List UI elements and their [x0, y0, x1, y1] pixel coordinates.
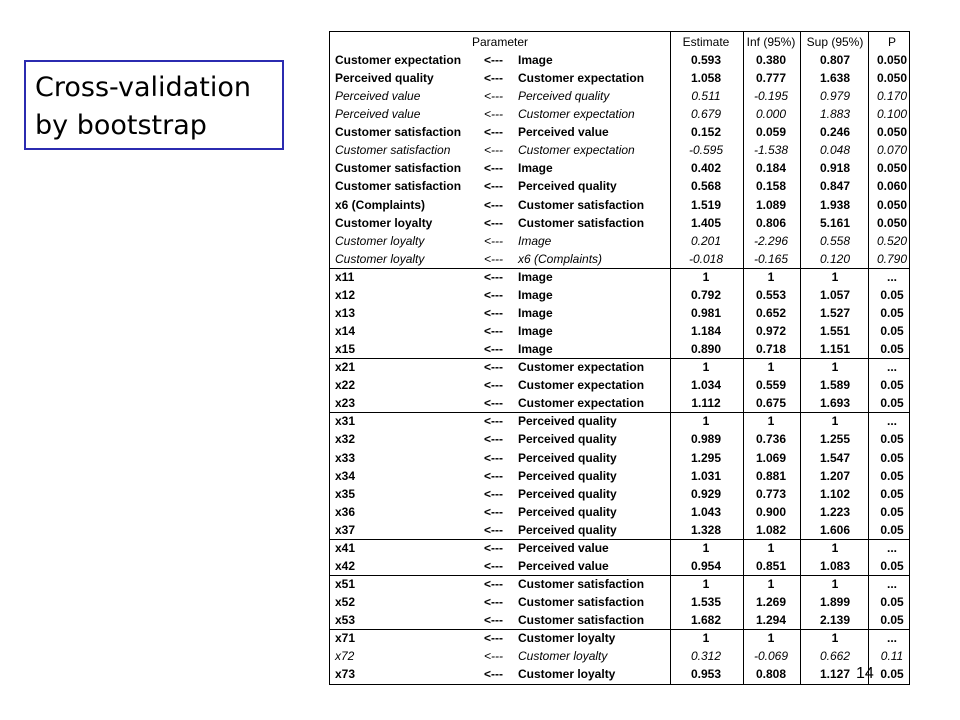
- row-p-cell: ...: [886, 577, 897, 592]
- row-inf-cell: 1: [767, 269, 775, 284]
- row-arrow-cell: <---: [484, 649, 503, 664]
- row-from-cell: Perceived value: [335, 107, 421, 122]
- row-estimate-cell: 0.568: [690, 179, 722, 194]
- row-inf-cell: 1: [767, 540, 775, 555]
- row-inf-cell: 1.069: [755, 450, 787, 465]
- row-arrow-cell: <---: [484, 179, 503, 194]
- row-estimate-cell: 0.890: [690, 342, 722, 357]
- row-p-cell: ...: [886, 631, 897, 646]
- row-to-cell: Image: [518, 287, 553, 302]
- row-estimate-cell: 0.201: [690, 233, 722, 248]
- row-sup-cell: 1: [831, 631, 839, 646]
- row-sup-cell: 0.807: [819, 53, 851, 67]
- table-row: [330, 214, 909, 232]
- row-estimate-cell: 1.184: [690, 324, 722, 339]
- row-estimate-cell: 1: [702, 540, 710, 555]
- row-p-cell: ...: [886, 414, 897, 429]
- row-sup-cell: 1.551: [819, 324, 851, 339]
- row-sup-cell: 1.606: [819, 522, 851, 537]
- row-arrow-cell: <---: [484, 396, 503, 411]
- row-arrow-cell: <---: [484, 486, 503, 501]
- row-p-cell: 0.05: [880, 522, 904, 537]
- row-sup-cell: 1.527: [819, 305, 851, 320]
- row-to-cell: Customer expectation: [518, 143, 635, 158]
- row-to-cell: Perceived quality: [518, 414, 617, 429]
- table-row: [330, 557, 909, 575]
- row-from-cell: Customer satisfaction: [335, 125, 462, 140]
- row-arrow-cell: <---: [484, 342, 503, 357]
- row-estimate-cell: 1.519: [690, 197, 722, 212]
- row-estimate-cell: 1: [702, 360, 710, 375]
- row-sup-cell: 1.589: [819, 378, 851, 393]
- row-sup-cell: 0.120: [819, 251, 851, 266]
- group-divider: [330, 539, 909, 540]
- row-estimate-cell: 0.312: [690, 649, 722, 664]
- row-p-cell: 0.05: [880, 450, 904, 465]
- row-from-cell: x34: [335, 468, 356, 483]
- row-from-cell: x73: [335, 667, 356, 682]
- row-sup-cell: 1.693: [819, 396, 851, 411]
- row-inf-cell: 0.773: [755, 486, 787, 501]
- header-sup: Sup (95%): [806, 35, 864, 49]
- row-inf-cell: -2.296: [753, 233, 789, 248]
- row-from-cell: x23: [335, 396, 356, 411]
- row-from-cell: x6 (Complaints): [335, 197, 426, 212]
- row-arrow-cell: <---: [484, 522, 503, 537]
- row-to-cell: Image: [518, 305, 553, 320]
- row-to-cell: Customer satisfaction: [518, 577, 645, 592]
- row-from-cell: x22: [335, 378, 356, 393]
- row-from-cell: Perceived value: [335, 89, 421, 104]
- row-sup-cell: 1.151: [819, 342, 851, 357]
- row-from-cell: x33: [335, 450, 356, 465]
- table-header-row: [330, 32, 909, 50]
- row-to-cell: Perceived quality: [518, 486, 617, 501]
- row-arrow-cell: <---: [484, 468, 503, 483]
- table-row: [330, 304, 909, 322]
- row-from-cell: x13: [335, 305, 356, 320]
- row-inf-cell: 1: [767, 414, 775, 429]
- row-arrow-cell: <---: [484, 324, 503, 339]
- row-estimate-cell: 0.981: [690, 305, 722, 320]
- row-inf-cell: -1.538: [753, 143, 789, 158]
- row-to-cell: Customer loyalty: [518, 649, 608, 664]
- row-arrow-cell: <---: [484, 378, 503, 393]
- row-p-cell: 0.050: [876, 197, 908, 212]
- row-estimate-cell: 0.679: [690, 107, 722, 122]
- row-p-cell: 0.05: [880, 324, 904, 339]
- row-from-cell: x41: [335, 540, 356, 555]
- row-arrow-cell: <---: [484, 287, 503, 302]
- row-p-cell: 0.050: [876, 215, 908, 230]
- row-estimate-cell: 0.511: [691, 89, 721, 104]
- row-estimate-cell: 1.405: [690, 215, 722, 230]
- row-estimate-cell: 1.328: [690, 522, 722, 537]
- row-from-cell: Customer satisfaction: [335, 143, 451, 158]
- row-p-cell: 0.050: [876, 71, 908, 86]
- row-to-cell: Perceived quality: [518, 468, 617, 483]
- row-to-cell: Perceived quality: [518, 522, 617, 537]
- row-p-cell: 0.05: [880, 558, 904, 573]
- row-estimate-cell: -0.595: [688, 143, 724, 158]
- row-from-cell: x42: [335, 558, 356, 573]
- row-estimate-cell: 0.593: [690, 53, 722, 67]
- row-inf-cell: 0.972: [755, 324, 787, 339]
- row-to-cell: Image: [518, 161, 553, 176]
- row-inf-cell: 0.900: [755, 504, 787, 519]
- row-from-cell: x36: [335, 504, 356, 519]
- row-to-cell: Customer expectation: [518, 107, 635, 122]
- row-estimate-cell: 1.295: [690, 450, 722, 465]
- row-p-cell: ...: [886, 540, 897, 555]
- table-row: [330, 340, 909, 358]
- row-sup-cell: 1.638: [819, 71, 851, 86]
- row-inf-cell: 0.184: [755, 161, 787, 176]
- row-p-cell: 0.05: [880, 486, 904, 501]
- group-divider: [330, 268, 909, 269]
- group-divider: [330, 358, 909, 359]
- table-row: [330, 611, 909, 629]
- row-sup-cell: 1: [831, 269, 839, 284]
- row-estimate-cell: 1.112: [691, 396, 721, 411]
- table-row: [330, 69, 909, 87]
- row-inf-cell: 0.851: [755, 558, 787, 573]
- table-row: [330, 196, 909, 214]
- row-from-cell: Customer satisfaction: [335, 179, 462, 194]
- row-to-cell: Perceived quality: [518, 179, 617, 194]
- row-arrow-cell: <---: [484, 305, 503, 320]
- row-to-cell: Perceived quality: [518, 450, 617, 465]
- row-inf-cell: 1: [767, 631, 775, 646]
- row-arrow-cell: <---: [484, 251, 503, 266]
- group-divider: [330, 629, 909, 630]
- row-estimate-cell: 0.989: [690, 432, 722, 447]
- row-p-cell: 0.050: [876, 161, 908, 176]
- header-parameter: Parameter: [471, 35, 529, 49]
- row-inf-cell: -0.195: [753, 89, 789, 104]
- header-estimate: Estimate: [682, 35, 730, 49]
- row-estimate-cell: 1.535: [690, 595, 722, 610]
- table-row: [330, 539, 909, 557]
- header-inf: Inf (95%): [746, 35, 796, 49]
- row-p-cell: ...: [886, 269, 897, 284]
- row-to-cell: Perceived value: [518, 540, 609, 555]
- row-to-cell: Customer satisfaction: [518, 613, 645, 628]
- row-p-cell: 0.070: [876, 143, 908, 158]
- bootstrap-results-table: [329, 31, 910, 685]
- row-arrow-cell: <---: [484, 540, 503, 555]
- row-inf-cell: 1.082: [755, 522, 787, 537]
- row-inf-cell: 0.777: [755, 71, 787, 86]
- slide-title-line-2: by bootstrap: [35, 110, 207, 141]
- table-row: [330, 647, 909, 665]
- row-arrow-cell: <---: [484, 577, 503, 592]
- table-row: [330, 51, 909, 69]
- row-p-cell: 0.05: [880, 613, 904, 628]
- row-estimate-cell: 0.792: [690, 287, 722, 302]
- row-arrow-cell: <---: [484, 631, 503, 646]
- row-p-cell: 0.05: [880, 378, 904, 393]
- row-sup-cell: 2.139: [819, 613, 851, 628]
- row-inf-cell: 1.269: [755, 595, 787, 610]
- row-inf-cell: 1: [767, 360, 775, 375]
- row-from-cell: x71: [335, 631, 356, 646]
- row-to-cell: Customer satisfaction: [518, 595, 645, 610]
- row-estimate-cell: 1.043: [690, 504, 722, 519]
- row-inf-cell: -0.165: [753, 251, 789, 266]
- row-to-cell: Perceived quality: [518, 89, 610, 104]
- row-p-cell: 0.05: [880, 504, 904, 519]
- row-from-cell: Customer loyalty: [335, 233, 425, 248]
- row-arrow-cell: <---: [484, 161, 503, 176]
- row-from-cell: x72: [335, 649, 355, 664]
- row-p-cell: 0.11: [880, 649, 904, 664]
- row-sup-cell: 1: [831, 360, 839, 375]
- row-inf-cell: 0.736: [755, 432, 787, 447]
- row-sup-cell: 0.847: [819, 179, 851, 194]
- row-to-cell: Perceived quality: [518, 504, 617, 519]
- row-arrow-cell: <---: [484, 595, 503, 610]
- row-from-cell: x51: [335, 577, 356, 592]
- row-to-cell: Image: [518, 233, 552, 248]
- row-p-cell: 0.05: [880, 468, 904, 483]
- row-sup-cell: 0.048: [819, 143, 851, 158]
- row-inf-cell: -0.069: [753, 649, 789, 664]
- row-arrow-cell: <---: [484, 414, 503, 429]
- row-arrow-cell: <---: [484, 197, 503, 212]
- row-sup-cell: 1: [831, 577, 839, 592]
- row-p-cell: 0.790: [876, 251, 908, 266]
- row-inf-cell: 0.380: [755, 53, 787, 67]
- row-to-cell: Image: [518, 269, 553, 284]
- row-p-cell: 0.520: [876, 233, 908, 248]
- row-p-cell: 0.05: [880, 396, 904, 411]
- row-arrow-cell: <---: [484, 360, 503, 375]
- row-sup-cell: 1.127: [819, 667, 851, 682]
- row-inf-cell: 0.718: [755, 342, 787, 357]
- row-from-cell: Customer satisfaction: [335, 161, 462, 176]
- table-row: [330, 105, 909, 123]
- row-inf-cell: 0.158: [755, 179, 787, 194]
- row-estimate-cell: 1.034: [690, 378, 722, 393]
- row-inf-cell: 0.559: [755, 378, 787, 393]
- row-from-cell: x52: [335, 595, 356, 610]
- table-row: [330, 87, 909, 105]
- row-sup-cell: 0.246: [819, 125, 851, 140]
- row-estimate-cell: 1: [702, 269, 710, 284]
- row-to-cell: Customer expectation: [518, 360, 645, 375]
- row-from-cell: Customer loyalty: [335, 251, 425, 266]
- row-sup-cell: 0.918: [819, 161, 851, 176]
- row-p-cell: 0.050: [876, 125, 908, 140]
- row-arrow-cell: <---: [484, 71, 503, 86]
- row-sup-cell: 0.979: [819, 89, 851, 104]
- table-row: [330, 159, 909, 177]
- row-estimate-cell: 0.954: [690, 558, 722, 573]
- row-to-cell: Perceived value: [518, 558, 609, 573]
- row-arrow-cell: <---: [484, 143, 503, 158]
- table-row: [330, 575, 909, 593]
- row-p-cell: 0.05: [880, 432, 904, 447]
- row-inf-cell: 1.294: [755, 613, 787, 628]
- row-arrow-cell: <---: [484, 107, 503, 122]
- row-arrow-cell: <---: [484, 450, 503, 465]
- row-p-cell: 0.050: [876, 53, 908, 67]
- row-inf-cell: 0.059: [755, 125, 787, 140]
- row-sup-cell: 1.207: [819, 468, 851, 483]
- row-inf-cell: 0.652: [755, 305, 787, 320]
- row-arrow-cell: <---: [484, 558, 503, 573]
- row-inf-cell: 0.881: [755, 468, 787, 483]
- table-row: [330, 177, 909, 195]
- row-inf-cell: 1: [767, 577, 775, 592]
- table-row: [330, 268, 909, 286]
- row-estimate-cell: 1.031: [690, 468, 722, 483]
- row-to-cell: Customer satisfaction: [518, 215, 645, 230]
- row-sup-cell: 0.558: [819, 233, 851, 248]
- table-row: [330, 232, 909, 250]
- row-sup-cell: 1.102: [819, 486, 851, 501]
- row-p-cell: 0.170: [876, 89, 908, 104]
- row-p-cell: 0.05: [880, 342, 904, 357]
- row-from-cell: x37: [335, 522, 356, 537]
- row-sup-cell: 1.883: [819, 107, 851, 122]
- row-to-cell: Perceived value: [518, 125, 609, 140]
- row-estimate-cell: 0.929: [690, 486, 722, 501]
- row-sup-cell: 1.223: [819, 504, 851, 519]
- table-row: [330, 430, 909, 448]
- table-row: [330, 322, 909, 340]
- row-from-cell: x11: [335, 269, 355, 284]
- row-estimate-cell: 0.402: [690, 161, 722, 176]
- row-sup-cell: 1.547: [819, 450, 851, 465]
- row-estimate-cell: 1.058: [690, 71, 722, 86]
- row-from-cell: x21: [335, 360, 356, 375]
- table-row: [330, 593, 909, 611]
- row-p-cell: 0.05: [880, 667, 904, 682]
- row-from-cell: Customer expectation: [335, 53, 462, 67]
- row-from-cell: x32: [335, 432, 356, 447]
- row-estimate-cell: 1: [702, 414, 710, 429]
- row-arrow-cell: <---: [484, 125, 503, 140]
- row-inf-cell: 0.808: [755, 667, 787, 682]
- row-from-cell: x53: [335, 613, 356, 628]
- row-p-cell: 0.05: [880, 305, 904, 320]
- row-sup-cell: 0.662: [819, 649, 851, 664]
- row-from-cell: x14: [335, 324, 356, 339]
- group-divider: [330, 412, 909, 413]
- row-estimate-cell: 0.953: [690, 667, 722, 682]
- row-estimate-cell: 1: [702, 577, 710, 592]
- row-from-cell: Perceived quality: [335, 71, 434, 86]
- row-p-cell: 0.05: [880, 595, 904, 610]
- row-to-cell: Customer expectation: [518, 71, 645, 86]
- row-to-cell: Image: [518, 324, 553, 339]
- row-inf-cell: 0.806: [755, 215, 787, 230]
- row-arrow-cell: <---: [484, 432, 503, 447]
- row-sup-cell: 1.057: [819, 287, 851, 302]
- row-to-cell: Customer satisfaction: [518, 197, 645, 212]
- row-p-cell: 0.060: [876, 179, 908, 194]
- row-from-cell: x15: [335, 342, 356, 357]
- slide-title-line-1: Cross-validation: [35, 72, 251, 103]
- table-row: [330, 141, 909, 159]
- row-arrow-cell: <---: [484, 269, 503, 284]
- row-to-cell: Customer expectation: [518, 378, 645, 393]
- row-sup-cell: 1.938: [819, 197, 851, 212]
- row-sup-cell: 1.899: [819, 595, 851, 610]
- row-arrow-cell: <---: [484, 613, 503, 628]
- row-arrow-cell: <---: [484, 504, 503, 519]
- row-estimate-cell: 1: [702, 631, 710, 646]
- table-row: [330, 485, 909, 503]
- table-row: [330, 394, 909, 412]
- table-row: [330, 250, 909, 268]
- row-arrow-cell: <---: [484, 89, 503, 104]
- table-row: [330, 376, 909, 394]
- table-row: [330, 629, 909, 647]
- row-arrow-cell: <---: [484, 667, 503, 682]
- row-to-cell: Perceived quality: [518, 432, 617, 447]
- table-row: [330, 123, 909, 141]
- row-from-cell: x12: [335, 287, 356, 302]
- table-row: [330, 286, 909, 304]
- table-row: [330, 503, 909, 521]
- row-estimate-cell: -0.018: [688, 251, 724, 266]
- row-from-cell: Customer loyalty: [335, 215, 433, 230]
- row-from-cell: x31: [335, 414, 356, 429]
- row-to-cell: Customer loyalty: [518, 667, 616, 682]
- row-sup-cell: 1: [831, 540, 839, 555]
- row-to-cell: x6 (Complaints): [518, 251, 603, 266]
- row-sup-cell: 1.255: [819, 432, 851, 447]
- row-inf-cell: 0.000: [755, 107, 787, 122]
- row-sup-cell: 1.083: [819, 558, 851, 573]
- row-sup-cell: 1: [831, 414, 839, 429]
- table-row: [330, 358, 909, 376]
- row-to-cell: Customer expectation: [518, 396, 645, 411]
- row-from-cell: x35: [335, 486, 356, 501]
- row-to-cell: Customer loyalty: [518, 631, 616, 646]
- row-arrow-cell: <---: [484, 233, 503, 248]
- table-row: [330, 449, 909, 467]
- row-arrow-cell: <---: [484, 215, 503, 230]
- row-inf-cell: 0.675: [755, 396, 787, 411]
- row-p-cell: 0.100: [876, 107, 908, 122]
- row-sup-cell: 5.161: [819, 215, 851, 230]
- row-p-cell: 0.05: [880, 287, 904, 302]
- slide-title-box: [24, 60, 284, 150]
- table-row: [330, 665, 909, 683]
- table-row: [330, 467, 909, 485]
- row-inf-cell: 0.553: [755, 287, 787, 302]
- row-to-cell: Image: [518, 53, 553, 67]
- row-estimate-cell: 0.152: [690, 125, 722, 140]
- row-estimate-cell: 1.682: [690, 613, 722, 628]
- row-p-cell: ...: [886, 360, 897, 375]
- row-inf-cell: 1.089: [755, 197, 787, 212]
- table-row: [330, 521, 909, 539]
- page-number: 14: [856, 665, 874, 682]
- row-to-cell: Image: [518, 342, 553, 357]
- row-arrow-cell: <---: [484, 53, 503, 67]
- table-row: [330, 412, 909, 430]
- group-divider: [330, 575, 909, 576]
- header-p: P: [887, 35, 896, 49]
